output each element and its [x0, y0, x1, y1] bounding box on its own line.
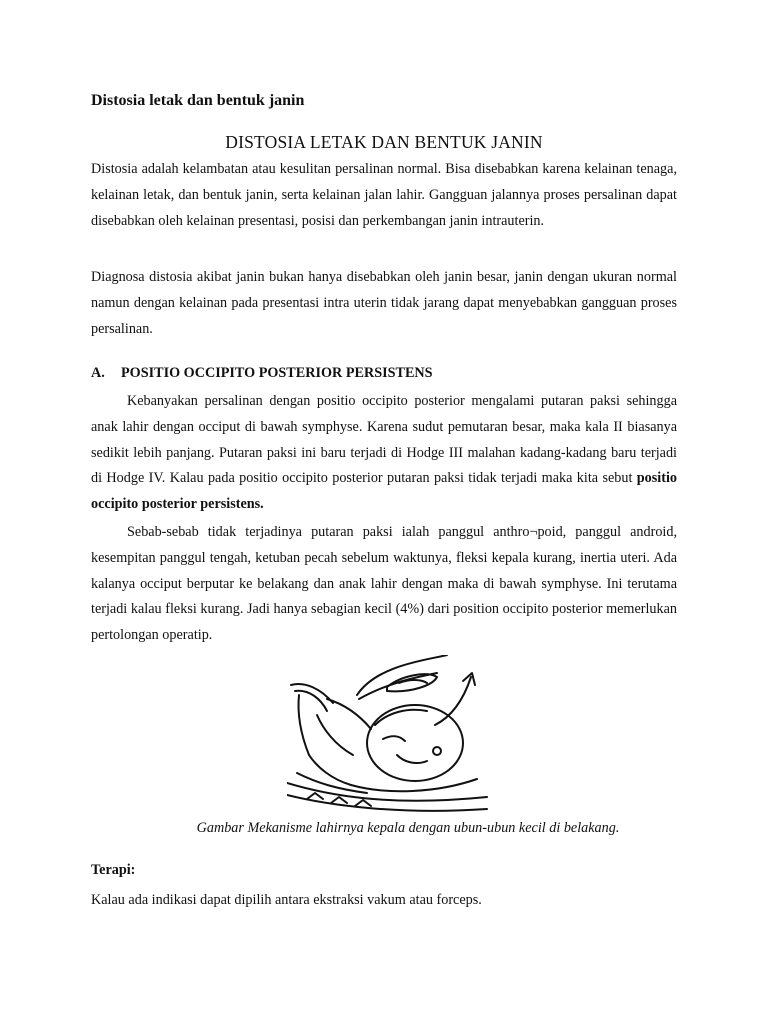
section-a-paragraph-1-text: Kebanyakan persalinan dengan positio occipito posterior mengalami putaran paksi sehingga anak lahir dengan occiput di bawah symphyse. Karena sudut pemutaran besar, maka kala II biasanya sedikit lebih panjang. Putaran paksi ini baru terjadi di Hodge III malahan kadang-kadang baru terjadi di Hodge IV. Kalau pada positio occipito posterior putaran paksi tidak terjadi maka kita sebut — [91, 393, 677, 487]
terapi-heading: Terapi: — [91, 862, 136, 878]
section-a-paragraph-1 — [91, 389, 677, 518]
section-a-heading — [91, 365, 433, 382]
section-a-title: POSITIO OCCIPITO POSTERIOR PERSISTENS — [121, 365, 433, 381]
fetal-head-birth-illustration — [287, 655, 489, 815]
document-title: Distosia letak dan bentuk janin — [91, 92, 305, 109]
fetal-head-drawing — [287, 655, 489, 815]
terapi-text: Kalau ada indikasi dapat dipilih antara ekstraksi vakum atau forceps. — [91, 892, 482, 908]
section-a-paragraph-2: Sebab-sebab tidak terjadinya putaran paksi ialah panggul anthro¬poid, panggul android, kesempitan panggul tengah, ketuban pecah sebelum waktunya, fleksi kepala kurang, inertia uteri. Ada kalanya occiput berputar ke belakang dan anak lahir dengan maka di bawah symphyse. Ini terutama terjadi kalau fleksi kurang. Jadi hanya sebagian kecil (4%) dari position occipito posterior memerlukan pertolongan operatip. — [91, 524, 677, 644]
figure-caption: Gambar Mekanisme lahirnya kepala dengan ubun-ubun kecil di belakang. — [196, 820, 620, 836]
main-heading: DISTOSIA LETAK DAN BENTUK JANIN — [225, 132, 543, 152]
section-a-paragraph-1-bold: positio occipito posterior persistens. — [91, 470, 677, 513]
intro-paragraph-2: Diagnosa distosia akibat janin bukan hanya disebabkan oleh janin besar, janin dengan ukuran normal namun dengan kelainan pada presentasi intra uterin tidak jarang dapat menyebabkan gangguan proses persalinan. — [91, 269, 677, 337]
intro-paragraph-1: Distosia adalah kelambatan atau kesulitan persalinan normal. Bisa disebabkan karena kelainan tenaga, kelainan letak, dan bentuk janin, serta kelainan jalan lahir. Gangguan jalannya proses persalinan dapat disebabkan oleh kelainan presentasi, posisi dan perkembangan janin intrauterin. — [91, 161, 677, 229]
section-a-number: A. — [91, 365, 105, 381]
